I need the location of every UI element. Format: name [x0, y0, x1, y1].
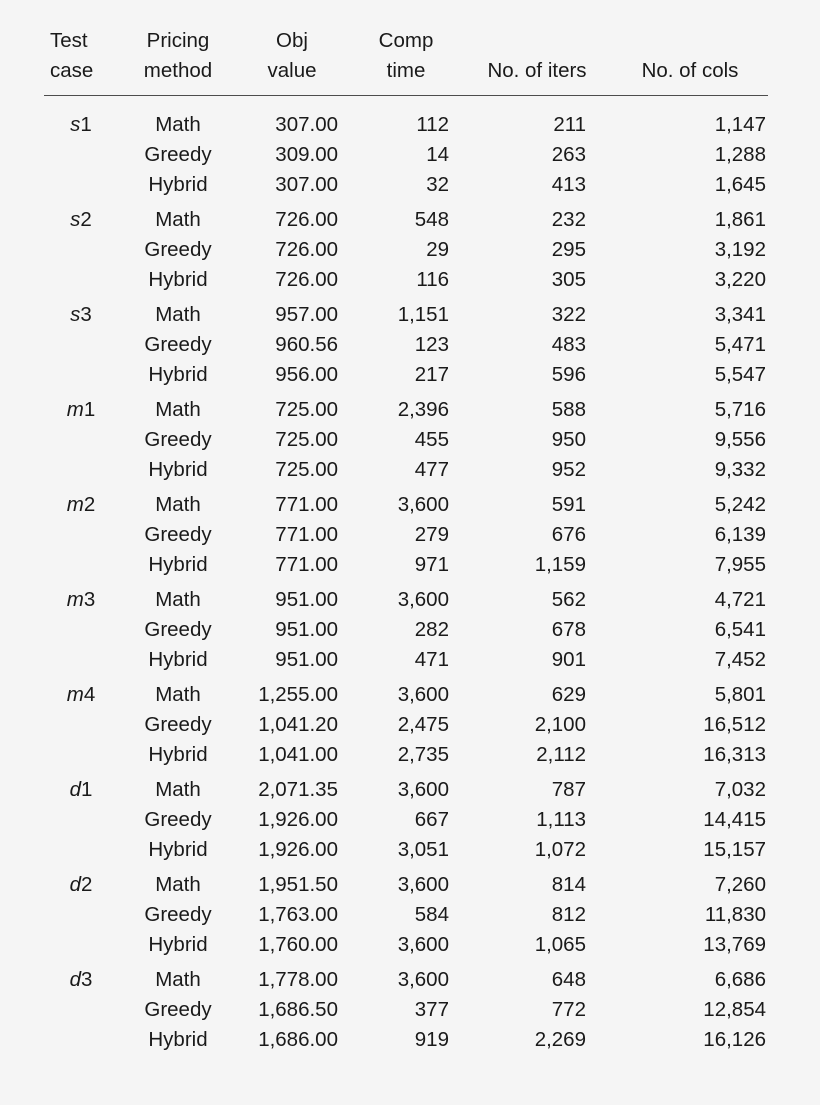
cell-no-of-cols: 3,192 — [714, 238, 766, 261]
cell-no-of-cols: 5,471 — [714, 333, 766, 356]
column-header-comp-time — [356, 0, 462, 86]
cell-no-of-cols: 7,032 — [714, 778, 766, 801]
cell-test-case — [44, 200, 124, 235]
cell-pricing-method: Greedy — [144, 618, 212, 641]
cell-no-of-iters: 305 — [551, 268, 586, 291]
cell-no-of-iters: 952 — [551, 458, 586, 481]
table-header — [44, 0, 768, 99]
cell-no-of-cols: 1,288 — [714, 143, 766, 166]
cell-no-of-cols: 9,556 — [714, 428, 766, 451]
cell-test-case-empty — [44, 1025, 124, 1055]
cell-obj-value: 951.00 — [275, 648, 338, 671]
table-row — [44, 645, 768, 675]
table-row — [44, 330, 768, 360]
cell-obj-value: 957.00 — [275, 303, 338, 326]
cell-no-of-cols: 14,415 — [703, 808, 766, 831]
cell-obj-value: 960.56 — [275, 333, 338, 356]
cell-obj-value: 309.00 — [275, 143, 338, 166]
column-header-obj-value-line2: value — [267, 59, 317, 82]
test-case-letter: d — [69, 968, 81, 991]
test-case-letter: s — [70, 208, 81, 231]
header-rule — [44, 95, 768, 96]
cell-pricing-method: Hybrid — [148, 743, 208, 766]
cell-pricing-method: Greedy — [144, 998, 212, 1021]
cell-no-of-cols: 1,861 — [714, 208, 766, 231]
cell-obj-value: 307.00 — [275, 113, 338, 136]
header-rule-cell — [44, 86, 768, 99]
cell-test-case-empty — [44, 140, 124, 170]
table-row — [44, 520, 768, 550]
cell-pricing-method: Hybrid — [148, 1028, 208, 1051]
cell-test-case — [44, 295, 124, 330]
cell-test-case-empty — [44, 520, 124, 550]
table-body — [44, 99, 768, 1055]
cell-pricing-method: Greedy — [144, 903, 212, 926]
cell-comp-time: 32 — [426, 173, 449, 196]
table-row — [44, 390, 768, 425]
cell-comp-time: 217 — [414, 363, 449, 386]
table-row — [44, 740, 768, 770]
cell-test-case — [44, 960, 124, 995]
cell-pricing-method: Math — [155, 303, 201, 326]
table-row — [44, 900, 768, 930]
cell-no-of-iters: 588 — [551, 398, 586, 421]
cell-no-of-cols: 1,147 — [714, 113, 766, 136]
cell-pricing-method: Math — [155, 398, 201, 421]
cell-test-case-empty — [44, 835, 124, 865]
cell-no-of-cols: 12,854 — [703, 998, 766, 1021]
cell-pricing-method: Math — [155, 208, 201, 231]
cell-pricing-method: Hybrid — [148, 363, 208, 386]
header-row — [44, 0, 768, 86]
test-case-letter: m — [66, 493, 84, 516]
table-row — [44, 995, 768, 1025]
cell-obj-value: 726.00 — [275, 268, 338, 291]
cell-pricing-method: Math — [155, 778, 201, 801]
cell-comp-time: 3,600 — [397, 873, 449, 896]
table-row — [44, 805, 768, 835]
cell-no-of-iters: 232 — [551, 208, 586, 231]
test-case-letter: s — [70, 303, 81, 326]
cell-no-of-iters: 2,269 — [534, 1028, 586, 1051]
cell-no-of-iters: 648 — [551, 968, 586, 991]
cell-test-case-empty — [44, 930, 124, 960]
column-header-pricing-method — [124, 0, 236, 86]
column-header-no-of-cols-label: No. of cols — [641, 59, 739, 82]
table-row — [44, 960, 768, 995]
cell-comp-time: 3,051 — [397, 838, 449, 861]
cell-test-case-empty — [44, 360, 124, 390]
cell-obj-value: 1,951.50 — [258, 873, 338, 896]
cell-comp-time: 3,600 — [397, 968, 449, 991]
cell-no-of-iters: 812 — [551, 903, 586, 926]
cell-obj-value: 1,763.00 — [258, 903, 338, 926]
cell-pricing-method: Hybrid — [148, 933, 208, 956]
cell-pricing-method: Hybrid — [148, 268, 208, 291]
cell-no-of-cols: 16,313 — [703, 743, 766, 766]
cell-test-case-empty — [44, 995, 124, 1025]
cell-obj-value: 726.00 — [275, 238, 338, 261]
cell-obj-value: 725.00 — [275, 398, 338, 421]
column-header-comp-time-line1: Comp — [378, 29, 434, 52]
cell-no-of-cols: 4,721 — [714, 588, 766, 611]
cell-no-of-cols: 13,769 — [703, 933, 766, 956]
cell-obj-value: 771.00 — [275, 553, 338, 576]
cell-pricing-method: Math — [155, 113, 201, 136]
cell-no-of-iters: 562 — [551, 588, 586, 611]
cell-no-of-iters: 1,072 — [534, 838, 586, 861]
cell-pricing-method: Math — [155, 493, 201, 516]
table-row — [44, 580, 768, 615]
cell-obj-value: 1,926.00 — [258, 838, 338, 861]
cell-obj-value: 726.00 — [275, 208, 338, 231]
table-row — [44, 360, 768, 390]
cell-test-case-empty — [44, 425, 124, 455]
table-row — [44, 295, 768, 330]
table-row — [44, 235, 768, 265]
test-case-number: 2 — [81, 873, 93, 896]
cell-comp-time: 2,396 — [397, 398, 449, 421]
cell-no-of-iters: 483 — [551, 333, 586, 356]
cell-comp-time: 471 — [414, 648, 449, 671]
cell-comp-time: 3,600 — [397, 933, 449, 956]
cell-test-case-empty — [44, 740, 124, 770]
cell-comp-time: 477 — [414, 458, 449, 481]
cell-test-case-empty — [44, 235, 124, 265]
cell-no-of-cols: 5,547 — [714, 363, 766, 386]
cell-pricing-method: Math — [155, 588, 201, 611]
cell-no-of-cols: 5,716 — [714, 398, 766, 421]
cell-no-of-iters: 772 — [551, 998, 586, 1021]
cell-comp-time: 455 — [414, 428, 449, 451]
table-row — [44, 930, 768, 960]
cell-comp-time: 971 — [414, 553, 449, 576]
cell-no-of-cols: 9,332 — [714, 458, 766, 481]
cell-no-of-iters: 950 — [551, 428, 586, 451]
cell-pricing-method: Greedy — [144, 713, 212, 736]
cell-comp-time: 1,151 — [397, 303, 449, 326]
cell-no-of-cols: 5,801 — [714, 683, 766, 706]
cell-comp-time: 2,735 — [397, 743, 449, 766]
column-header-pricing-method-line2: method — [143, 59, 213, 82]
cell-obj-value: 1,926.00 — [258, 808, 338, 831]
cell-pricing-method: Greedy — [144, 333, 212, 356]
cell-no-of-cols: 7,260 — [714, 873, 766, 896]
table-row — [44, 865, 768, 900]
cell-no-of-iters: 211 — [553, 113, 586, 136]
cell-comp-time: 377 — [414, 998, 449, 1021]
table-row — [44, 455, 768, 485]
cell-no-of-iters: 629 — [551, 683, 586, 706]
cell-pricing-method: Greedy — [144, 428, 212, 451]
table-row — [44, 675, 768, 710]
cell-no-of-iters: 2,100 — [534, 713, 586, 736]
cell-obj-value: 1,686.50 — [258, 998, 338, 1021]
table-row — [44, 99, 768, 140]
cell-no-of-cols: 15,157 — [703, 838, 766, 861]
cell-comp-time: 3,600 — [397, 588, 449, 611]
column-header-test-case-line2: case — [50, 59, 94, 82]
cell-test-case-empty — [44, 710, 124, 740]
cell-no-of-cols: 6,139 — [714, 523, 766, 546]
cell-no-of-iters: 413 — [551, 173, 586, 196]
cell-comp-time: 282 — [414, 618, 449, 641]
table-row — [44, 425, 768, 455]
cell-test-case — [44, 865, 124, 900]
cell-no-of-iters: 295 — [551, 238, 586, 261]
cell-obj-value: 1,255.00 — [258, 683, 338, 706]
test-case-number: 2 — [83, 493, 96, 516]
cell-test-case — [44, 580, 124, 615]
cell-comp-time: 3,600 — [397, 778, 449, 801]
cell-no-of-cols: 16,126 — [703, 1028, 766, 1051]
test-case-number: 1 — [81, 778, 93, 801]
test-case-number: 1 — [83, 398, 96, 421]
cell-no-of-cols: 6,686 — [714, 968, 766, 991]
cell-pricing-method: Math — [155, 968, 201, 991]
cell-obj-value: 1,041.00 — [258, 743, 338, 766]
cell-comp-time: 14 — [426, 143, 449, 166]
cell-no-of-iters: 1,065 — [534, 933, 586, 956]
cell-no-of-cols: 3,341 — [714, 303, 766, 326]
cell-no-of-cols: 6,541 — [714, 618, 766, 641]
test-case-number: 3 — [83, 588, 96, 611]
cell-obj-value: 951.00 — [275, 588, 338, 611]
column-header-test-case — [44, 0, 124, 86]
table-row — [44, 200, 768, 235]
table-row — [44, 170, 768, 200]
cell-no-of-iters: 2,112 — [536, 743, 586, 766]
cell-obj-value: 307.00 — [275, 173, 338, 196]
cell-pricing-method: Hybrid — [148, 553, 208, 576]
test-case-letter: d — [69, 873, 81, 896]
column-header-obj-value — [236, 0, 356, 86]
test-case-letter: m — [66, 683, 84, 706]
column-header-no-of-cols — [612, 0, 768, 86]
cell-test-case — [44, 485, 124, 520]
cell-pricing-method: Greedy — [144, 238, 212, 261]
table-row — [44, 1025, 768, 1055]
cell-no-of-iters: 787 — [551, 778, 586, 801]
table-row — [44, 615, 768, 645]
test-case-number: 3 — [80, 303, 92, 326]
cell-comp-time: 3,600 — [397, 683, 449, 706]
cell-test-case — [44, 390, 124, 425]
header-rule-row — [44, 86, 768, 99]
column-header-test-case-line1: Test — [50, 29, 88, 52]
cell-test-case — [44, 770, 124, 805]
cell-test-case-empty — [44, 170, 124, 200]
cell-pricing-method: Hybrid — [148, 838, 208, 861]
cell-obj-value: 1,778.00 — [258, 968, 338, 991]
column-header-obj-value-line1: Obj — [276, 29, 308, 52]
cell-pricing-method: Greedy — [144, 523, 212, 546]
cell-no-of-cols: 11,830 — [704, 903, 766, 926]
cell-pricing-method: Greedy — [144, 143, 212, 166]
test-case-letter: m — [66, 588, 84, 611]
cell-no-of-iters: 263 — [551, 143, 586, 166]
results-table — [44, 0, 768, 1055]
column-header-pricing-method-line1: Pricing — [146, 29, 210, 52]
table-row — [44, 550, 768, 580]
cell-obj-value: 1,686.00 — [258, 1028, 338, 1051]
cell-test-case-empty — [44, 615, 124, 645]
cell-pricing-method: Math — [155, 873, 201, 896]
cell-no-of-iters: 322 — [551, 303, 586, 326]
column-header-comp-time-line2: time — [386, 59, 426, 82]
cell-test-case-empty — [44, 900, 124, 930]
cell-test-case-empty — [44, 645, 124, 675]
cell-pricing-method: Math — [155, 683, 201, 706]
cell-no-of-cols: 7,955 — [714, 553, 766, 576]
test-case-letter: m — [66, 398, 84, 421]
cell-pricing-method: Hybrid — [148, 648, 208, 671]
cell-obj-value: 951.00 — [275, 618, 338, 641]
cell-test-case — [44, 99, 124, 140]
cell-pricing-method: Hybrid — [148, 173, 208, 196]
cell-comp-time: 29 — [426, 238, 449, 261]
cell-test-case-empty — [44, 805, 124, 835]
cell-test-case — [44, 675, 124, 710]
table-row — [44, 485, 768, 520]
test-case-letter: s — [70, 113, 81, 136]
cell-no-of-iters: 678 — [551, 618, 586, 641]
cell-obj-value: 956.00 — [275, 363, 338, 386]
cell-obj-value: 725.00 — [275, 428, 338, 451]
cell-pricing-method: Hybrid — [148, 458, 208, 481]
cell-comp-time: 919 — [414, 1028, 449, 1051]
cell-no-of-iters: 676 — [551, 523, 586, 546]
cell-obj-value: 2,071.35 — [258, 778, 338, 801]
cell-comp-time: 548 — [414, 208, 449, 231]
cell-no-of-cols: 5,242 — [714, 493, 766, 516]
test-case-letter: d — [69, 778, 81, 801]
cell-comp-time: 123 — [414, 333, 449, 356]
cell-comp-time: 279 — [414, 523, 449, 546]
cell-no-of-iters: 814 — [551, 873, 586, 896]
table-row — [44, 770, 768, 805]
cell-no-of-iters: 1,159 — [534, 553, 586, 576]
test-case-number: 4 — [83, 683, 96, 706]
cell-no-of-iters: 901 — [551, 648, 586, 671]
test-case-number: 2 — [80, 208, 92, 231]
cell-comp-time: 2,475 — [397, 713, 449, 736]
table-row — [44, 140, 768, 170]
cell-obj-value: 1,760.00 — [258, 933, 338, 956]
cell-test-case-empty — [44, 550, 124, 580]
test-case-number: 1 — [80, 113, 92, 136]
cell-comp-time: 667 — [414, 808, 449, 831]
cell-no-of-cols: 16,512 — [703, 713, 766, 736]
table-row — [44, 265, 768, 295]
cell-no-of-cols: 7,452 — [714, 648, 766, 671]
table-row — [44, 710, 768, 740]
column-header-no-of-iters-label: No. of iters — [487, 59, 587, 82]
cell-comp-time: 584 — [414, 903, 449, 926]
cell-comp-time: 112 — [416, 113, 449, 136]
cell-no-of-iters: 591 — [551, 493, 586, 516]
cell-test-case-empty — [44, 330, 124, 360]
cell-comp-time: 116 — [416, 268, 449, 291]
cell-obj-value: 771.00 — [275, 493, 338, 516]
test-case-number: 3 — [81, 968, 93, 991]
cell-no-of-iters: 1,113 — [536, 808, 586, 831]
cell-no-of-iters: 596 — [551, 363, 586, 386]
cell-no-of-cols: 1,645 — [714, 173, 766, 196]
cell-obj-value: 725.00 — [275, 458, 338, 481]
cell-comp-time: 3,600 — [397, 493, 449, 516]
cell-obj-value: 771.00 — [275, 523, 338, 546]
cell-obj-value: 1,041.20 — [258, 713, 338, 736]
column-header-no-of-iters — [462, 0, 612, 86]
cell-pricing-method: Greedy — [144, 808, 212, 831]
cell-no-of-cols: 3,220 — [714, 268, 766, 291]
cell-test-case-empty — [44, 265, 124, 295]
cell-test-case-empty — [44, 455, 124, 485]
table-row — [44, 835, 768, 865]
